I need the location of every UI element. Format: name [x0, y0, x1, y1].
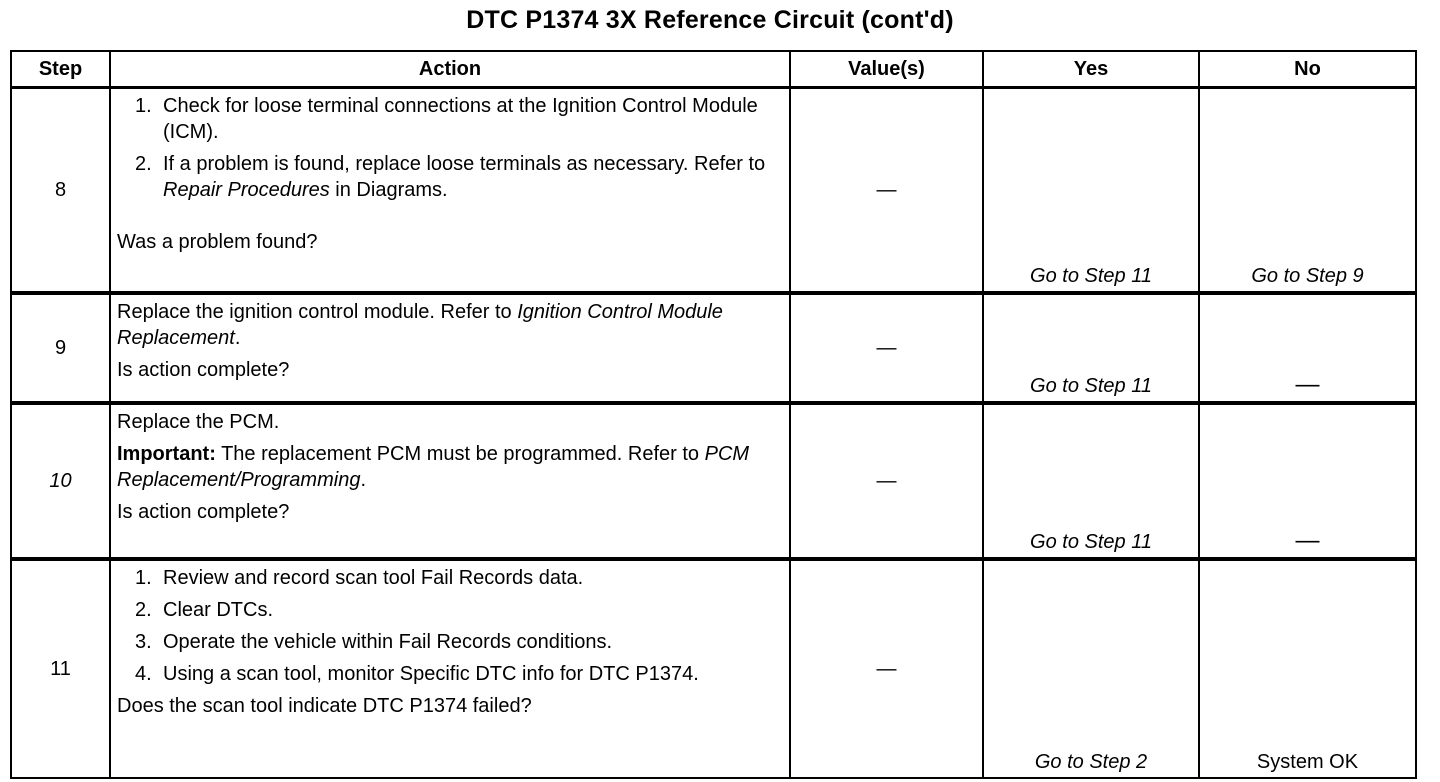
no-outcome: [1199, 293, 1416, 403]
column-header-step: Step: [11, 51, 110, 88]
action-instruction: [117, 299, 783, 351]
action-item-text: If a problem is found, replace loose terminals as necessary. Refer to: [163, 153, 766, 175]
action-instruction-tail: .: [234, 327, 241, 349]
no-outcome-dash: —: [1295, 371, 1320, 398]
action-list: [117, 93, 783, 203]
action-cell: [110, 293, 790, 403]
action-cell: [110, 403, 790, 559]
action-list-item: [135, 661, 783, 687]
action-item-number: 3.: [135, 631, 152, 653]
action-item-text: Operate the vehicle within Fail Records conditions.: [163, 631, 613, 653]
action-item-text: Clear DTCs.: [163, 599, 274, 621]
table-row: [11, 403, 1416, 559]
page-title: DTC P1374 3X Reference Circuit (cont'd): [466, 6, 954, 34]
action-item-text: Review and record scan tool Fail Records data.: [163, 567, 584, 589]
action-item-number: 1.: [135, 95, 152, 117]
table-row: [11, 293, 1416, 403]
step-number: 11: [11, 559, 110, 778]
value-cell: —: [790, 559, 983, 778]
column-header-value: Value(s): [790, 51, 983, 88]
no-outcome: Go to Step 9: [1199, 88, 1416, 294]
action-question: Is action complete?: [117, 359, 290, 381]
action-list-item: [135, 93, 783, 145]
yes-outcome: Go to Step 2: [983, 559, 1199, 778]
yes-outcome: Go to Step 11: [983, 293, 1199, 403]
action-list-item: [135, 629, 783, 655]
action-list: [117, 565, 783, 687]
action-question: Was a problem found?: [117, 231, 318, 253]
action-question: Does the scan tool indicate DTC P1374 failed?: [117, 695, 532, 717]
no-outcome: [1199, 403, 1416, 559]
no-outcome-dash: —: [1295, 527, 1320, 554]
table-row: [11, 559, 1416, 778]
action-list-item: [135, 151, 783, 203]
column-header-no: No: [1199, 51, 1416, 88]
column-header-action: Action: [110, 51, 790, 88]
action-instruction-text: Replace the ignition control module. Refer to: [117, 301, 518, 323]
reference-link-text: Repair Procedures: [163, 179, 330, 201]
important-text: The replacement PCM must be programmed. Refer to: [215, 443, 705, 465]
action-list-item: [135, 565, 783, 591]
action-list-item: [135, 597, 783, 623]
action-item-text: Check for loose terminal connections at the Ignition Control Module (ICM).: [163, 95, 758, 143]
action-cell: [110, 88, 790, 294]
important-text-tail: .: [360, 469, 366, 491]
reference-link-text: PCM Replacement/Programming: [117, 443, 750, 491]
value-cell: —: [790, 293, 983, 403]
action-item-number: 1.: [135, 567, 152, 589]
yes-outcome: Go to Step 11: [983, 403, 1199, 559]
no-outcome: System OK: [1199, 559, 1416, 778]
action-item-text-tail: in Diagrams.: [329, 179, 448, 201]
action-instruction: Replace the PCM.: [117, 411, 280, 433]
table-row: [11, 88, 1416, 294]
step-number: 10: [11, 403, 110, 559]
action-cell: [110, 559, 790, 778]
yes-outcome: Go to Step 11: [983, 88, 1199, 294]
important-note: [117, 441, 783, 493]
step-number: 8: [11, 88, 110, 294]
table-header-row: [11, 51, 1416, 88]
action-item-number: 4.: [135, 663, 152, 685]
column-header-yes: Yes: [983, 51, 1199, 88]
action-question: Is action complete?: [117, 501, 290, 523]
action-item-number: 2.: [135, 153, 152, 175]
value-cell: —: [790, 88, 983, 294]
important-label: Important:: [117, 443, 216, 465]
action-item-text: Using a scan tool, monitor Specific DTC info for DTC P1374.: [163, 663, 699, 685]
reference-link-text: Ignition Control Module Replacement: [117, 301, 723, 349]
diagnostic-table: [10, 50, 1417, 779]
value-cell: —: [790, 403, 983, 559]
action-item-number: 2.: [135, 599, 152, 621]
step-number: 9: [11, 293, 110, 403]
